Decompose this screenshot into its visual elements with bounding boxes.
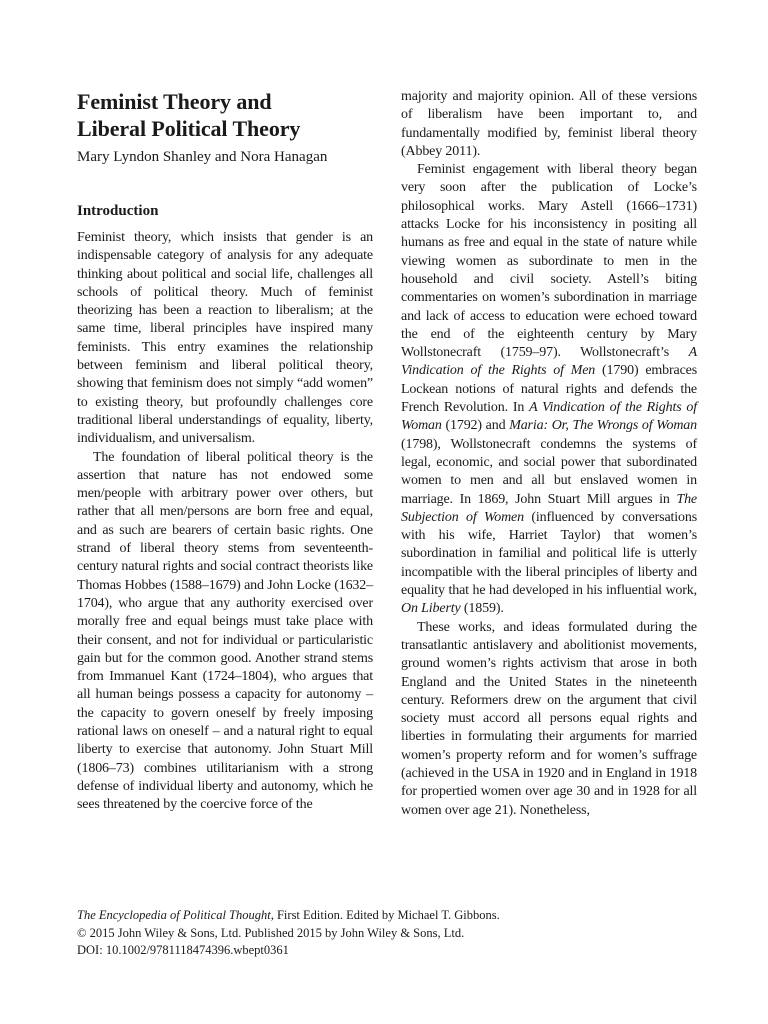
italic-work-title: Maria: Or, The Wrongs of Woman — [509, 418, 697, 434]
publication-footer — [77, 907, 697, 960]
paragraph-text: The foundation of liberal political theory is the assertion that nature has not endowed some men/people with arbitrary power over others, but rather that all men/persons are born free and equal, and as such are bearers of certain basic rights. One strand of liberal theory stems from seventeenth-century natural rights and social contract theorists like Thomas Hobbes (1588–1679) and John Locke (1632–1704), who argue that any authority exercised over morally free and equal beings must take place with their consent, and not for individual or particularistic gain but for the common good. Another strand stems from Immanuel Kant (1724–1804), who argues that all human beings possess a capacity for autonomy – the capacity to govern oneself by freely imposing rational laws on oneself – and a natural right to equal liberty to exercise that autonomy. John Stuart Mill (1806–73) combines utilitarianism with a strong defense of individual liberty and autonomy, which he sees threatened by the coercive force of the — [77, 449, 373, 813]
paragraph-text: (1798), Wollstonecraft condemns the systems of legal, economic, and social power that subordinated women to men and all but enslaved women in marriage. In 1869, John Stuart Mill argues in — [401, 436, 697, 507]
footer-copyright-line: © 2015 John Wiley & Sons, Ltd. Published 2015 by John Wiley & Sons, Ltd. — [77, 925, 465, 940]
body-paragraph — [77, 449, 373, 815]
footer-edition-info: , First Edition. Edited by Michael T. Gibbons. — [270, 908, 500, 922]
body-paragraph — [401, 161, 697, 618]
italic-work-title: The Subjection of Women — [401, 491, 697, 525]
paragraph-text: (influenced by conversations with his wife, Harriet Taylor) that women’s subordination in familial and political life is utterly incompatible with the liberal principles of liberty and equality that he had developed in his influential work, — [401, 509, 697, 599]
right-column-body — [401, 88, 697, 820]
article-authors: Mary Lyndon Shanley and Nora Hanagan — [77, 149, 328, 165]
italic-work-title: On Liberty — [401, 601, 461, 617]
paragraph-text: (1790) embraces Lockean notions of natural rights and defends the French Revolution. In — [401, 363, 698, 416]
body-paragraph — [401, 619, 697, 820]
paragraph-text: These works, and ideas formulated during the transatlantic antislavery and abolitionist movements, ground women’s rights activism that arose in both England and the United States in the nineteenth century. Reformers drew on the argument that civil society must accord all persons equal rights and liberties in formulating their arguments for married women’s property reform and for women’s suffrage (achieved in the USA in 1920 and in England in 1918 for propertied women over age 30 and in 1928 for all women over age 21). Nonetheless, — [401, 619, 697, 818]
paragraph-text: (1792) and — [441, 418, 510, 434]
paragraph-text: majority and majority opinion. All of these versions of liberalism have been important to, and fundamentally modified by, feminist liberal theory (Abbey 2011). — [401, 89, 697, 159]
paragraph-text: (1859). — [460, 601, 504, 617]
footer-doi-line: DOI: 10.1002/9781118474396.wbept0361 — [77, 943, 289, 957]
body-paragraph — [401, 88, 697, 161]
article-title — [77, 88, 377, 142]
body-paragraph — [77, 229, 373, 449]
italic-work-title: A Vindication of the Rights of Woman — [401, 400, 698, 434]
section-heading-introduction: Introduction — [77, 203, 159, 219]
paragraph-text: Feminist engagement with liberal theory began very soon after the publication of Locke’s philosophical works. Mary Astell (1666–1731) attacks Locke for his inconsistency in positing all humans as free and equal in the state of nature while viewing women as subordinate to men in the household and civil society. Astell’s biting commentaries on women’s subordination in marriage and lack of access to education were echoed toward the end of the eighteenth century by Mary Wollstonecraft (1759–97). Wollstonecraft’s — [401, 162, 697, 361]
footer-work-title: The Encyclopedia of Political Thought — [77, 908, 271, 922]
footer-citation-line — [77, 907, 697, 925]
article-title-line-2: Liberal Political Theory — [77, 116, 301, 141]
article-title-line-1: Feminist Theory and — [77, 89, 272, 114]
italic-work-title: A Vindication of the Rights of Men — [401, 345, 697, 379]
paragraph-text: Feminist theory, which insists that gender is an indispensable category of analysis for any adequate thinking about political and social life, challenges all schools of political theory. Much of feminist theorizing has been a reaction to liberalism; at the same time, liberal principles have inspired many feminists. This entry examines the relationship between feminism and liberal political theory, showing that feminism does not simply “add women” to existing theory, but profoundly challenges core traditional liberal understandings of equality, liberty, individualism, and universalism. — [77, 230, 373, 447]
left-column-body — [77, 229, 373, 815]
